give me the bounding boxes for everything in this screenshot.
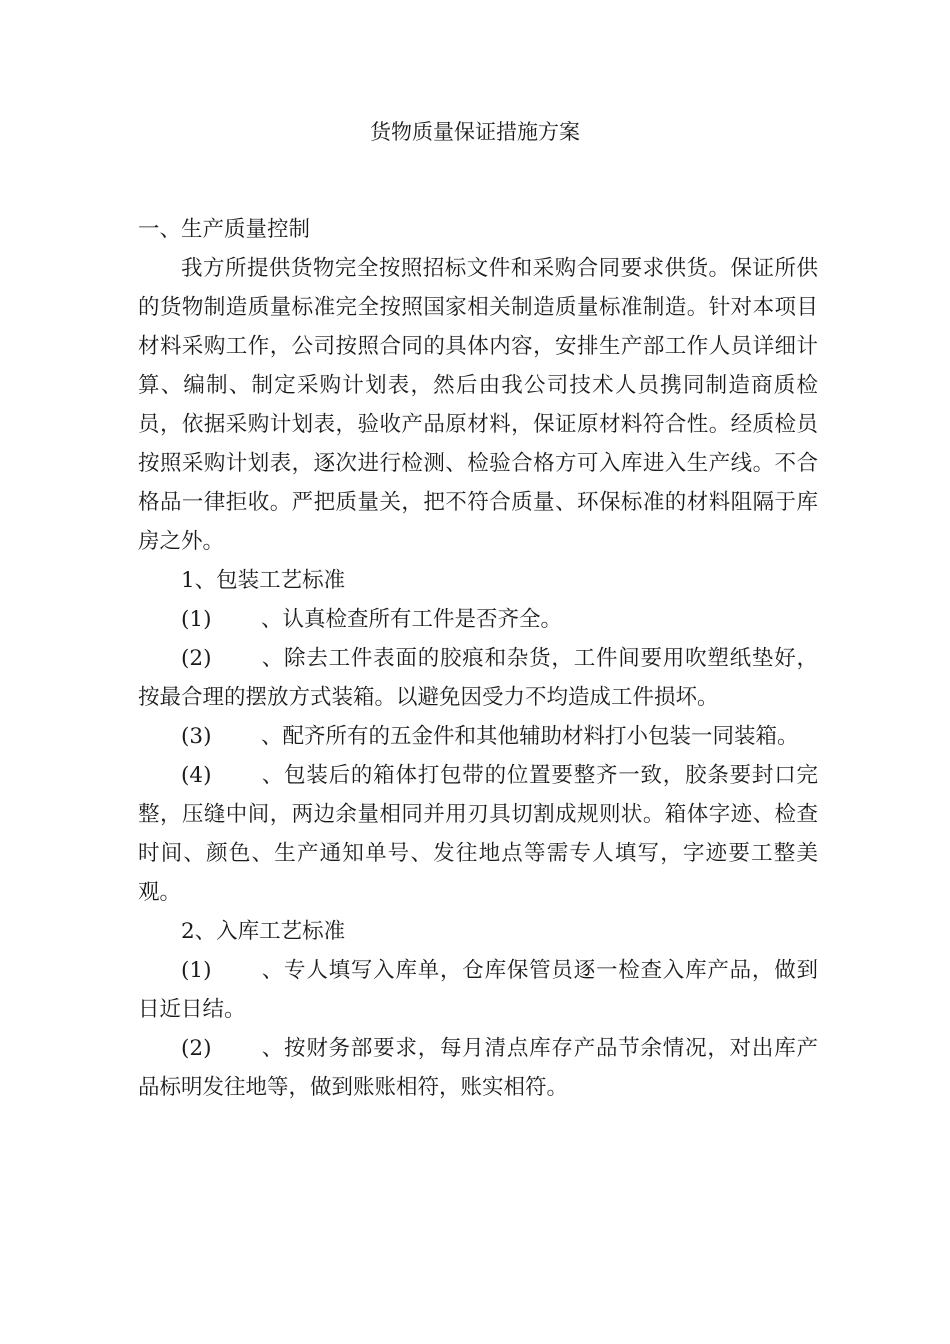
item-text: 、配齐所有的五金件和其他辅助材料打小包装一同装箱。 bbox=[261, 724, 799, 749]
item-number: (1) bbox=[181, 607, 212, 632]
item-number: (2) bbox=[181, 646, 212, 671]
document-title: 货物质量保证措施方案 bbox=[370, 120, 580, 144]
item-text: 、除去工件表面的胶痕和杂货，工件间要用吹塑纸垫好，按最合理的摆放方式装箱。以避免因受力不均造成工件损坏。 bbox=[138, 646, 818, 710]
list-item bbox=[138, 951, 818, 1029]
list-item bbox=[138, 717, 818, 756]
document-body bbox=[138, 210, 818, 1107]
item-text: 、专人填写入库单，仓库保管员逐一检查入库产品，做到日近日结。 bbox=[138, 958, 818, 1022]
item-number: (1) bbox=[181, 958, 212, 983]
list-item bbox=[138, 600, 818, 639]
item-number: (2) bbox=[181, 1036, 212, 1061]
item-number: (3) bbox=[181, 724, 212, 749]
list-item bbox=[138, 639, 818, 717]
list-item bbox=[138, 756, 818, 912]
item-text: 、认真检查所有工件是否齐全。 bbox=[261, 607, 563, 632]
list-item bbox=[138, 1029, 818, 1107]
subsection-heading-warehousing: 2、入库工艺标准 bbox=[181, 919, 346, 944]
item-number: (4) bbox=[181, 763, 212, 788]
section-heading: 一、生产质量控制 bbox=[138, 217, 311, 242]
item-text: 、包装后的箱体打包带的位置要整齐一致，胶条要封口完整，压缝中间，两边余量相同并用刃具切割成规则状。箱体字迹、检查时间、颜色、生产通知单号、发往地点等需专人填写，字迹要工整美观。 bbox=[138, 763, 818, 905]
item-text: 、按财务部要求，每月清点库存产品节余情况，对出库产品标明发往地等，做到账账相符，账实相符。 bbox=[138, 1036, 818, 1100]
subsection-heading-packaging: 1、包装工艺标准 bbox=[181, 568, 346, 593]
section-paragraph: 我方所提供货物完全按照招标文件和采购合同要求供货。保证所供的货物制造质量标准完全按照国家相关制造质量标准制造。针对本项目材料采购工作，公司按照合同的具体内容，安排生产部工作人员详细计算、编制、制定采购计划表，然后由我公司技术人员携同制造商质检员，依据采购计划表，验收产品原材料，保证原材料符合性。经质检员按照采购计划表，逐次进行检测、检验合格方可入库进入生产线。不合格品一律拒收。严把质量关，把不符合质量、环保标准的材料阻隔于库房之外。 bbox=[138, 256, 818, 554]
